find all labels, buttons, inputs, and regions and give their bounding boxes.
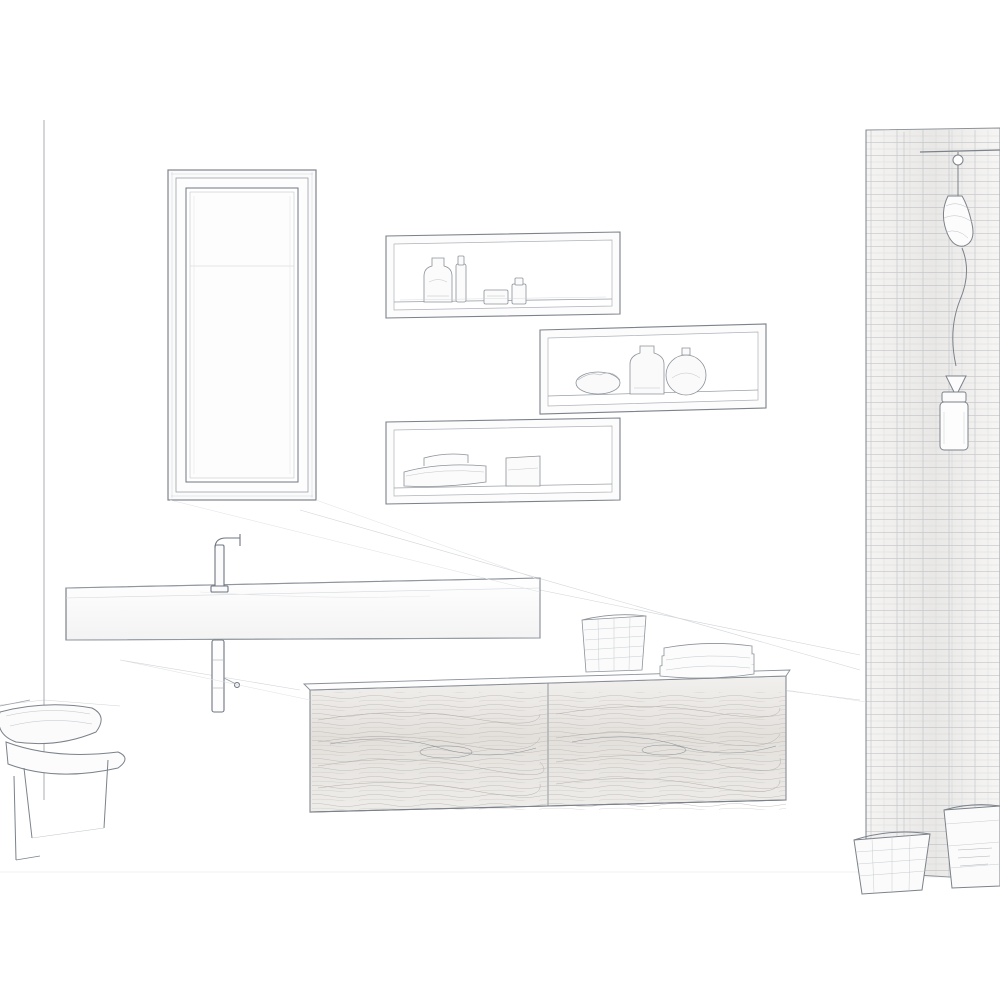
upper-shelf (386, 232, 620, 318)
counter-towel-stack (660, 643, 754, 678)
woven-basket (582, 615, 646, 672)
brick-wall (866, 128, 1000, 880)
washbasin-counter (66, 578, 540, 640)
floor-bin (944, 805, 1000, 888)
vanity-cabinet (304, 670, 790, 812)
tall-mirror (168, 170, 316, 500)
laundry-basket (854, 832, 930, 894)
lower-shelf (386, 418, 620, 504)
middle-shelf (540, 324, 766, 414)
